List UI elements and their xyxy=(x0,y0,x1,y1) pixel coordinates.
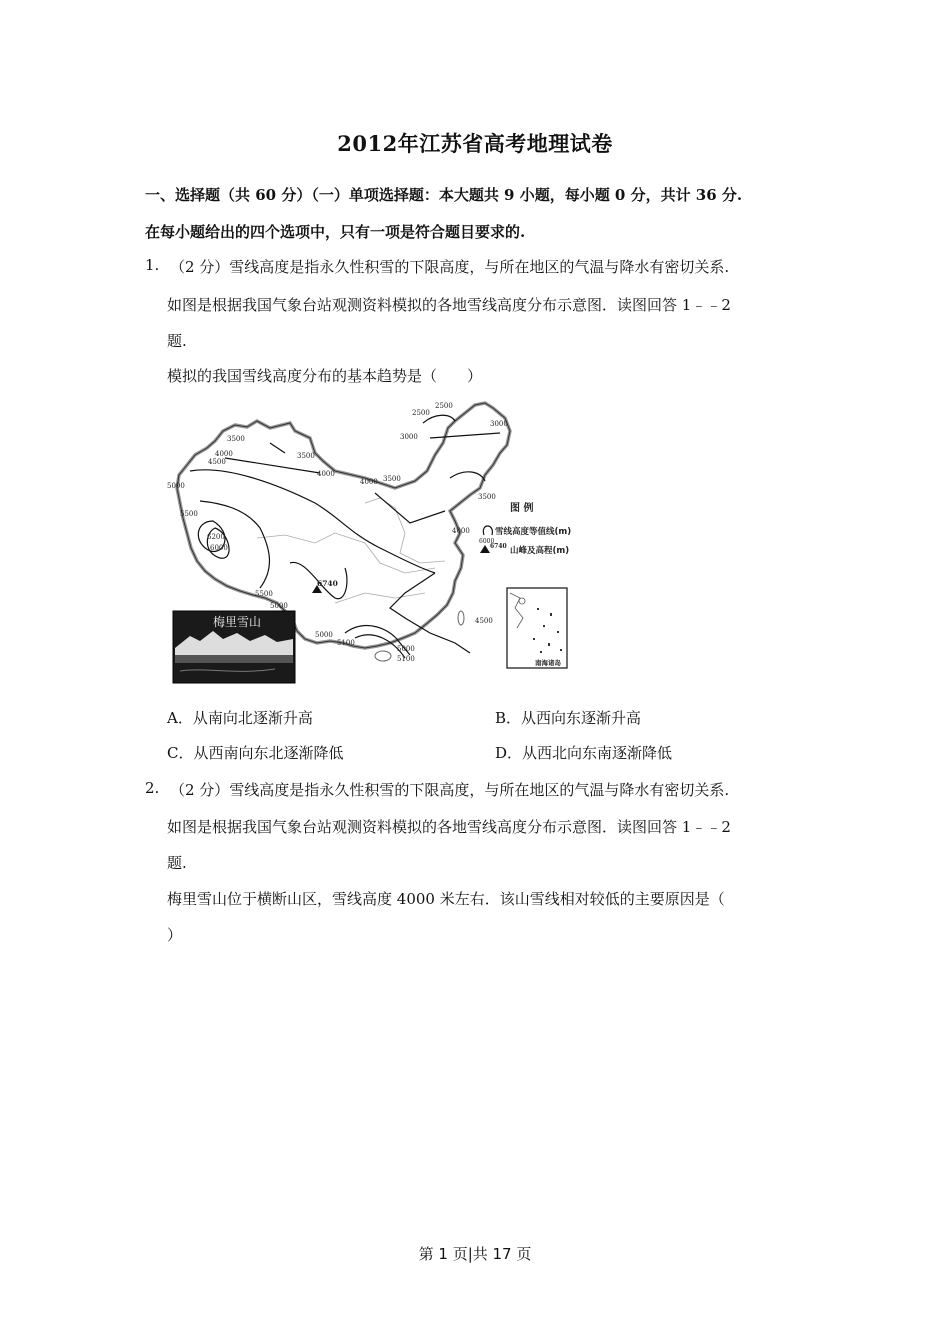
question-prompt-continued: ） xyxy=(167,926,183,944)
page-indicator: 第 1 页|共 17 页 xyxy=(418,1245,532,1263)
question-stem: （2 分）雪线高度是指永久性积雪的下限高度，与所在地区的气温与降水有密切关系. xyxy=(170,781,730,799)
svg-text:5000: 5000 xyxy=(315,631,333,639)
option-c[interactable]: C．从西南向东北逐渐降低 xyxy=(167,744,344,762)
svg-text:图 例: 图 例 xyxy=(510,503,534,514)
svg-text:南海诸岛: 南海诸岛 xyxy=(535,659,561,667)
svg-text:4500: 4500 xyxy=(475,617,493,625)
option-a[interactable]: A．从南向北逐渐升高 xyxy=(167,709,313,727)
svg-text:2500: 2500 xyxy=(412,409,430,417)
question-stem: 如图是根据我国气象台站观测资料模拟的各地雪线高度分布示意图．读图回答 1﹣﹣2 xyxy=(167,296,731,314)
question-stem: （2 分）雪线高度是指永久性积雪的下限高度，与所在地区的气温与降水有密切关系. xyxy=(170,258,730,276)
south-china-sea-inset xyxy=(507,588,567,668)
section-instruction: 在每小题给出的四个选项中，只有一项是符合题目要求的. xyxy=(145,223,526,241)
svg-text:5000: 5000 xyxy=(167,482,185,490)
meili-snow-mountain-photo xyxy=(173,611,295,683)
svg-text:6000: 6000 xyxy=(479,538,495,545)
svg-text:4000: 4000 xyxy=(360,478,378,486)
svg-text:3000: 3000 xyxy=(490,420,508,428)
svg-text:6740: 6740 xyxy=(317,579,338,588)
question-prompt: 模拟的我国雪线高度分布的基本趋势是（ ） xyxy=(167,367,483,385)
svg-text:5000: 5000 xyxy=(397,645,415,653)
svg-text:5500: 5500 xyxy=(180,510,198,518)
svg-text:4000: 4000 xyxy=(215,450,233,458)
question-number: 1. xyxy=(145,256,160,274)
svg-text:山峰及高程(m): 山峰及高程(m) xyxy=(510,546,570,556)
svg-text:3500: 3500 xyxy=(297,452,315,460)
svg-text:3500: 3500 xyxy=(383,475,401,483)
svg-text:4000: 4000 xyxy=(452,527,470,535)
svg-text:5100: 5100 xyxy=(397,655,415,663)
svg-text:5000: 5000 xyxy=(270,602,288,610)
snowline-map-figure xyxy=(165,393,585,688)
map-legend xyxy=(479,501,571,556)
svg-text:6200: 6200 xyxy=(207,533,225,541)
peak-legend-icon xyxy=(480,545,490,553)
svg-text:2500: 2500 xyxy=(435,402,453,410)
question-number: 2. xyxy=(145,779,160,797)
option-d[interactable]: D．从西北向东南逐渐降低 xyxy=(495,744,673,762)
option-b[interactable]: B．从西向东逐渐升高 xyxy=(495,709,642,727)
svg-text:6000: 6000 xyxy=(210,544,228,552)
svg-text:4500: 4500 xyxy=(208,458,226,466)
svg-text:5500: 5500 xyxy=(255,590,273,598)
question-stem: 题. xyxy=(167,854,187,872)
svg-text:3500: 3500 xyxy=(478,493,496,501)
svg-text:5100: 5100 xyxy=(337,639,355,647)
china-snowline-map xyxy=(165,393,585,688)
svg-text:梅里雪山: 梅里雪山 xyxy=(213,615,262,629)
svg-text:雪线高度等值线(m): 雪线高度等值线(m) xyxy=(495,527,572,537)
svg-text:6740: 6740 xyxy=(490,543,507,550)
document-title: 2012年江苏省高考地理试卷 xyxy=(337,131,613,156)
svg-text:3000: 3000 xyxy=(400,433,418,441)
section-header: 一、选择题（共 60 分）（一）单项选择题：本大题共 9 小题，每小题 0 分，共计 36 分. xyxy=(145,186,743,204)
question-prompt: 梅里雪山位于横断山区，雪线高度 4000 米左右．该山雪线相对较低的主要原因是（ xyxy=(167,890,725,908)
svg-text:4000: 4000 xyxy=(317,470,335,478)
question-stem: 如图是根据我国气象台站观测资料模拟的各地雪线高度分布示意图．读图回答 1﹣﹣2 xyxy=(167,818,731,836)
contour-legend-icon xyxy=(483,526,492,535)
svg-text:3500: 3500 xyxy=(227,435,245,443)
question-stem: 题. xyxy=(167,332,187,350)
